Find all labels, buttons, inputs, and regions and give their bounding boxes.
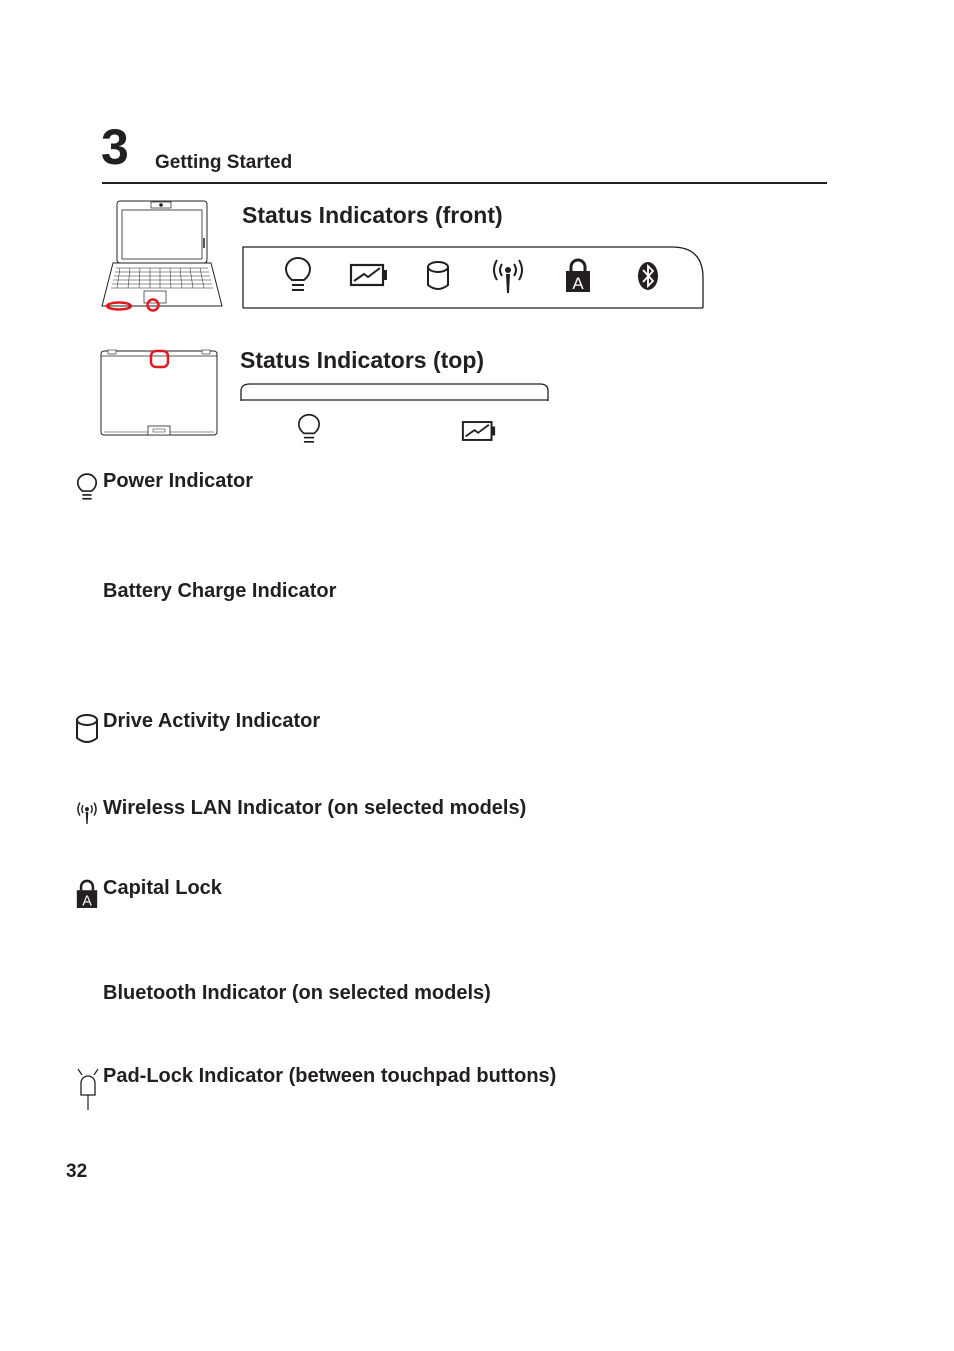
battery-icon — [462, 421, 496, 441]
capital-lock-icon — [565, 258, 591, 293]
front-indicator-panel — [242, 246, 704, 309]
capital-lock-letter: A — [572, 274, 584, 293]
indicator-heading-battery: Battery Charge Indicator — [103, 580, 337, 602]
chapter-title: Getting Started — [155, 152, 293, 173]
page-number: 32 — [66, 1161, 88, 1182]
indicator-heading-power: Power Indicator — [103, 470, 254, 492]
indicator-heading-bluetooth: Bluetooth Indicator (on selected models) — [103, 982, 491, 1004]
pad-lock-icon — [77, 1067, 99, 1111]
capital-lock-icon — [76, 879, 98, 909]
drive-icon — [427, 261, 449, 291]
indicator-heading-drive: Drive Activity Indicator — [103, 710, 321, 732]
top-indicator-strip — [240, 383, 550, 402]
drive-icon — [76, 714, 98, 744]
section-title-front: Status Indicators (front) — [242, 202, 503, 228]
indicator-heading-pad-lock: Pad-Lock Indicator (between touchpad buttons) — [103, 1065, 557, 1087]
header-rule — [102, 182, 827, 184]
chapter-number: 3 — [101, 119, 129, 175]
battery-icon — [350, 264, 388, 286]
wireless-icon — [76, 801, 98, 825]
laptop-front-illustration — [100, 198, 224, 312]
wireless-icon — [491, 258, 525, 294]
capital-lock-letter: A — [82, 893, 92, 910]
indicator-heading-wireless: Wireless LAN Indicator (on selected models) — [103, 797, 527, 819]
power-icon — [285, 258, 311, 294]
section-title-top: Status Indicators (top) — [240, 347, 485, 373]
bluetooth-icon — [637, 261, 659, 291]
power-icon — [77, 474, 97, 502]
power-icon — [298, 414, 320, 446]
laptop-top-illustration — [100, 346, 220, 438]
indicator-heading-capital-lock: Capital Lock — [103, 877, 222, 899]
